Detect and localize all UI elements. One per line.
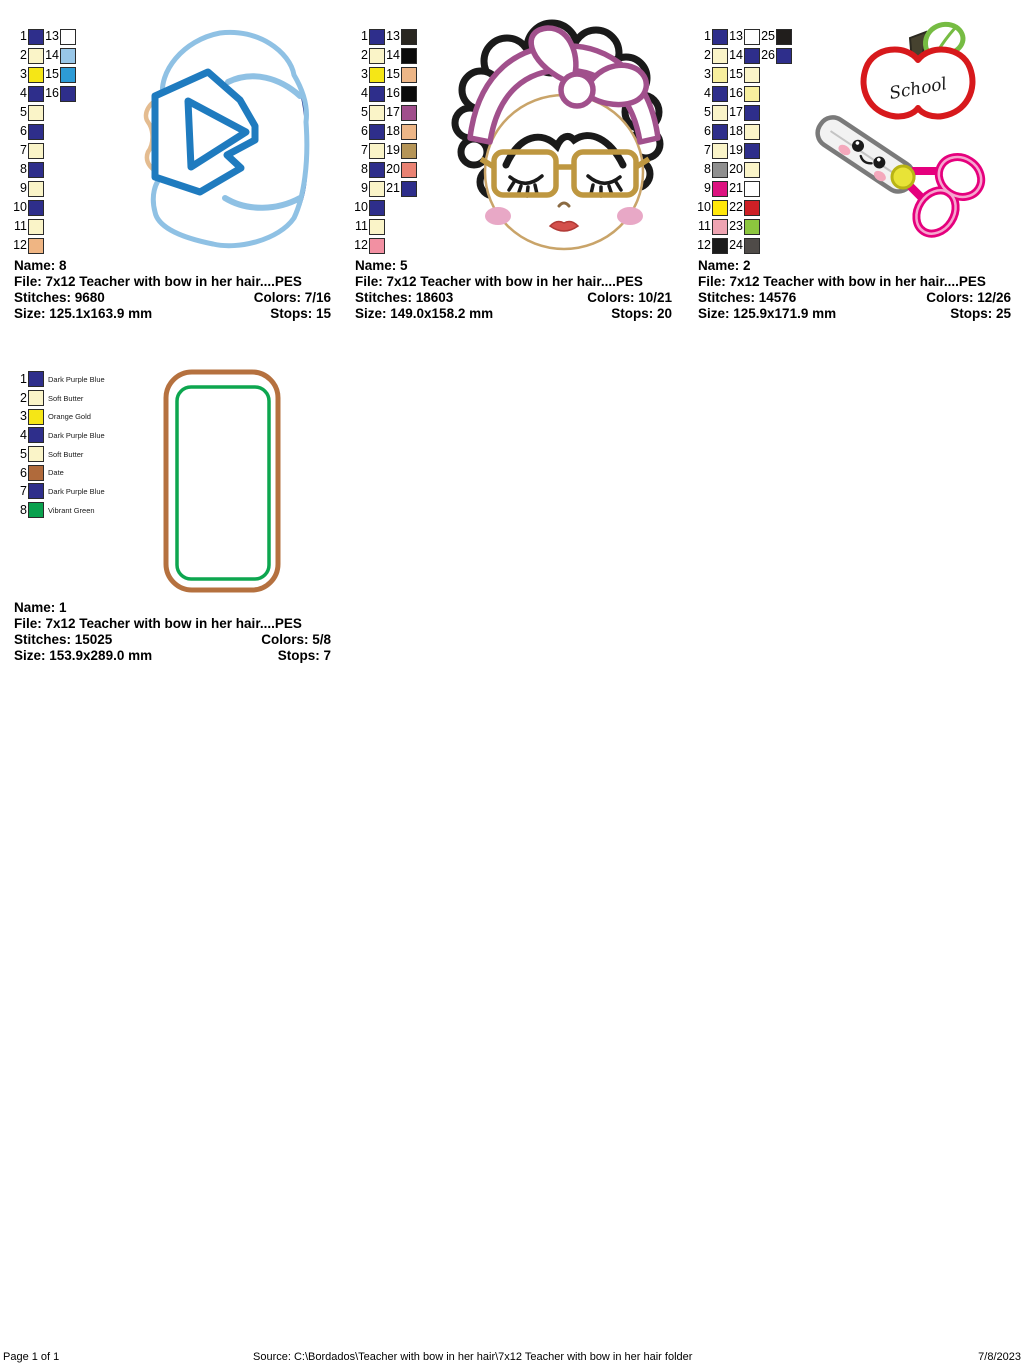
thread-color-entry (728, 141, 760, 160)
color-number: 14 (45, 48, 59, 63)
color-name: Dark Purple Blue (48, 374, 105, 384)
design-stitches: Stitches: 15025 (14, 632, 113, 647)
thread-color-entry (696, 46, 728, 65)
thread-color-entry (696, 65, 728, 84)
thread-color-entry (385, 103, 417, 122)
thread-color-entry (728, 160, 760, 179)
color-number: 5 (20, 105, 27, 120)
thread-color-entry (696, 198, 728, 217)
color-number: 25 (761, 29, 775, 44)
color-number: 7 (20, 484, 27, 499)
svg-text:School: School (887, 74, 949, 104)
girl-face-icon (460, 20, 665, 255)
color-swatch (60, 86, 76, 102)
color-swatch (712, 238, 728, 254)
thread-color-entry (12, 160, 44, 179)
print-date: 7/8/2023 (978, 1351, 1021, 1363)
color-name: Soft Butter (48, 449, 84, 459)
color-swatch (60, 67, 76, 83)
color-swatch (369, 67, 385, 83)
color-swatch (744, 200, 760, 216)
color-number: 11 (14, 219, 27, 234)
design-file: File: 7x12 Teacher with bow in her hair....PES (698, 274, 986, 289)
thread-color-entry (728, 236, 760, 255)
thread-color-entry (12, 426, 105, 445)
color-number: 10 (697, 200, 711, 215)
thread-color-entry (728, 179, 760, 198)
color-number: 24 (729, 238, 743, 253)
design-thumbnail (818, 18, 1018, 256)
color-swatch (744, 48, 760, 64)
design-file: File: 7x12 Teacher with bow in her hair....PES (14, 274, 302, 289)
design-info (14, 258, 331, 322)
color-swatch (401, 105, 417, 121)
thread-color-entry (728, 103, 760, 122)
design-thumbnail (460, 20, 665, 255)
design-stops: Stops: 25 (950, 306, 1011, 321)
thread-color-entry (12, 103, 44, 122)
color-number: 9 (20, 181, 27, 196)
color-number: 23 (729, 219, 743, 234)
thread-color-entry (385, 46, 417, 65)
frame-applique-icon (160, 362, 285, 594)
design-colors: Colors: 10/21 (587, 290, 672, 305)
color-swatch (369, 181, 385, 197)
color-number: 1 (20, 29, 27, 44)
thread-color-list (12, 27, 76, 255)
thread-color-entry (728, 46, 760, 65)
color-swatch (744, 67, 760, 83)
thread-color-entry (12, 27, 44, 46)
thread-color-entry (353, 103, 385, 122)
color-number: 21 (729, 181, 743, 196)
thread-color-entry (696, 122, 728, 141)
color-number: 15 (45, 67, 59, 82)
color-swatch (776, 29, 792, 45)
color-number: 4 (20, 428, 27, 443)
design-thumbnail (160, 362, 285, 594)
thread-color-list (696, 27, 792, 255)
color-number: 6 (704, 124, 711, 139)
thread-color-entry (353, 27, 385, 46)
color-swatch (28, 105, 44, 121)
design-name: Name: 8 (14, 258, 67, 273)
color-swatch (401, 143, 417, 159)
thread-color-entry (353, 179, 385, 198)
color-swatch (744, 124, 760, 140)
thread-color-entry (385, 141, 417, 160)
color-swatch (712, 29, 728, 45)
color-name: Vibrant Green (48, 505, 95, 515)
thread-color-entry (44, 46, 76, 65)
thread-color-entry (728, 27, 760, 46)
thread-color-entry (12, 463, 105, 482)
thread-color-entry (696, 103, 728, 122)
thread-color-entry (12, 122, 44, 141)
thread-color-entry (12, 46, 44, 65)
thread-color-entry (385, 122, 417, 141)
color-swatch (744, 105, 760, 121)
color-number: 12 (13, 238, 27, 253)
color-swatch (28, 143, 44, 159)
color-swatch (401, 124, 417, 140)
thread-color-entry (12, 370, 105, 389)
color-number: 2 (20, 48, 27, 63)
color-number: 10 (13, 200, 27, 215)
design-info (698, 258, 1011, 322)
color-number: 8 (20, 162, 27, 177)
design-name: Name: 2 (698, 258, 751, 273)
color-swatch (712, 200, 728, 216)
color-number: 20 (729, 162, 743, 177)
color-number: 16 (386, 86, 400, 101)
color-swatch (28, 502, 44, 518)
color-number: 7 (704, 143, 711, 158)
color-number: 13 (386, 29, 400, 44)
design-info (14, 600, 331, 664)
thread-color-entry (12, 236, 44, 255)
color-number: 17 (386, 105, 400, 120)
color-swatch (28, 67, 44, 83)
color-number: 20 (386, 162, 400, 177)
thread-color-entry (12, 407, 105, 426)
thread-color-entry (385, 65, 417, 84)
thread-color-entry (353, 65, 385, 84)
design-stops: Stops: 7 (277, 648, 331, 663)
thread-color-entry (353, 160, 385, 179)
color-number: 6 (20, 124, 27, 139)
color-number: 11 (355, 219, 368, 234)
color-swatch (744, 238, 760, 254)
color-number: 6 (361, 124, 368, 139)
color-swatch (744, 181, 760, 197)
thread-color-entry (728, 198, 760, 217)
design-stops: Stops: 15 (270, 306, 331, 321)
design-file: File: 7x12 Teacher with bow in her hair....PES (355, 274, 643, 289)
thread-color-entry (353, 84, 385, 103)
thread-color-entry (696, 217, 728, 236)
design-size: Size: 149.0x158.2 mm (355, 306, 494, 321)
design-name: Name: 5 (355, 258, 408, 273)
thread-color-entry (385, 179, 417, 198)
thread-color-list (12, 370, 105, 520)
thread-color-entry (760, 46, 792, 65)
color-number: 4 (361, 86, 368, 101)
color-number: 12 (354, 238, 368, 253)
color-swatch (744, 143, 760, 159)
color-swatch (401, 29, 417, 45)
design-size: Size: 125.9x171.9 mm (698, 306, 837, 321)
color-number: 15 (729, 67, 743, 82)
color-swatch (401, 162, 417, 178)
thread-color-entry (12, 217, 44, 236)
color-swatch (28, 465, 44, 481)
bow-applique-icon (128, 22, 313, 252)
thread-color-entry (44, 84, 76, 103)
color-number: 21 (386, 181, 400, 196)
color-number: 2 (704, 48, 711, 63)
color-swatch (369, 48, 385, 64)
color-swatch (369, 219, 385, 235)
thread-color-entry (728, 122, 760, 141)
color-number: 26 (761, 48, 775, 63)
design-colors: Colors: 5/8 (261, 632, 331, 647)
thread-color-entry (353, 46, 385, 65)
color-number: 8 (361, 162, 368, 177)
design-colors: Colors: 7/16 (253, 290, 331, 305)
thread-color-entry (12, 84, 44, 103)
design-name: Name: 1 (14, 600, 67, 615)
color-number: 14 (729, 48, 743, 63)
color-number: 3 (704, 67, 711, 82)
thread-color-entry (353, 236, 385, 255)
thread-color-entry (696, 84, 728, 103)
design-size: Size: 153.9x289.0 mm (14, 648, 153, 663)
color-swatch (28, 238, 44, 254)
color-swatch (28, 162, 44, 178)
thread-color-entry (728, 84, 760, 103)
thread-color-entry (12, 179, 44, 198)
color-swatch (60, 29, 76, 45)
color-swatch (712, 48, 728, 64)
thread-color-entry (12, 198, 44, 217)
thread-color-entry (353, 217, 385, 236)
color-swatch (369, 29, 385, 45)
design-file: File: 7x12 Teacher with bow in her hair....PES (14, 616, 302, 631)
color-swatch (28, 427, 44, 443)
color-swatch (369, 124, 385, 140)
color-swatch (369, 86, 385, 102)
color-swatch (369, 105, 385, 121)
color-number: 1 (361, 29, 368, 44)
color-number: 14 (386, 48, 400, 63)
color-swatch (712, 143, 728, 159)
color-swatch (28, 446, 44, 462)
color-number: 3 (361, 67, 368, 82)
color-swatch (28, 409, 44, 425)
color-swatch (369, 162, 385, 178)
thread-color-entry (696, 179, 728, 198)
thread-color-entry (44, 27, 76, 46)
color-swatch (28, 48, 44, 64)
thread-color-entry (696, 160, 728, 179)
thread-color-entry (696, 27, 728, 46)
color-swatch (401, 86, 417, 102)
thread-color-entry (696, 236, 728, 255)
color-number: 13 (729, 29, 743, 44)
color-swatch (712, 105, 728, 121)
thread-color-entry (385, 160, 417, 179)
page-number: Page 1 of 1 (3, 1351, 60, 1363)
color-number: 7 (20, 143, 27, 158)
color-number: 18 (729, 124, 743, 139)
color-name: Dark Purple Blue (48, 486, 105, 496)
color-number: 18 (386, 124, 400, 139)
thread-color-entry (353, 198, 385, 217)
color-swatch (401, 181, 417, 197)
color-swatch (744, 86, 760, 102)
color-name: Orange Gold (48, 412, 91, 422)
color-name: Soft Butter (48, 393, 84, 403)
design-stitches: Stitches: 9680 (14, 290, 105, 305)
color-number: 12 (697, 238, 711, 253)
color-swatch (28, 181, 44, 197)
color-number: 1 (20, 372, 27, 387)
color-swatch (28, 483, 44, 499)
thread-color-entry (353, 122, 385, 141)
color-number: 7 (361, 143, 368, 158)
color-number: 16 (45, 86, 59, 101)
design-colors: Colors: 12/26 (926, 290, 1011, 305)
color-swatch (28, 200, 44, 216)
color-swatch (712, 86, 728, 102)
color-swatch (401, 67, 417, 83)
color-number: 5 (361, 105, 368, 120)
color-number: 3 (20, 67, 27, 82)
color-number: 9 (704, 181, 711, 196)
color-number: 5 (704, 105, 711, 120)
design-info (355, 258, 672, 322)
color-number: 1 (704, 29, 711, 44)
color-swatch (744, 162, 760, 178)
thread-color-entry (12, 389, 105, 408)
color-swatch (776, 48, 792, 64)
color-swatch (712, 124, 728, 140)
color-swatch (712, 181, 728, 197)
thread-color-entry (12, 501, 105, 520)
color-number: 5 (20, 446, 27, 461)
thread-color-entry (12, 141, 44, 160)
color-number: 8 (20, 502, 27, 517)
color-name: Dark Purple Blue (48, 430, 105, 440)
color-number: 15 (386, 67, 400, 82)
thread-color-entry (12, 445, 105, 464)
color-number: 13 (45, 29, 59, 44)
thread-color-entry (12, 65, 44, 84)
color-number: 9 (361, 181, 368, 196)
color-swatch (60, 48, 76, 64)
color-number: 3 (20, 409, 27, 424)
color-number: 10 (354, 200, 368, 215)
thread-color-entry (728, 217, 760, 236)
color-number: 19 (386, 143, 400, 158)
color-swatch (712, 67, 728, 83)
thread-color-entry (385, 27, 417, 46)
color-swatch (28, 390, 44, 406)
color-number: 19 (729, 143, 743, 158)
color-swatch (712, 162, 728, 178)
thread-color-entry (760, 27, 792, 46)
color-swatch (744, 29, 760, 45)
thread-color-entry (385, 84, 417, 103)
color-swatch (28, 29, 44, 45)
design-stitches: Stitches: 14576 (698, 290, 797, 305)
color-swatch (369, 200, 385, 216)
color-swatch (28, 219, 44, 235)
thread-color-entry (728, 65, 760, 84)
color-number: 11 (698, 219, 711, 234)
color-swatch (369, 143, 385, 159)
source-path: Source: C:\Bordados\Teacher with bow in her hair\7x12 Teacher with bow in her hair folder (253, 1351, 693, 1363)
color-number: 2 (361, 48, 368, 63)
thread-color-entry (696, 141, 728, 160)
color-name: Date (48, 468, 64, 478)
design-stitches: Stitches: 18603 (355, 290, 454, 305)
color-number: 4 (20, 86, 27, 101)
color-swatch (744, 219, 760, 235)
color-swatch (369, 238, 385, 254)
color-swatch (712, 219, 728, 235)
apple-icon (864, 24, 973, 116)
thread-color-entry (44, 65, 76, 84)
design-size: Size: 125.1x163.9 mm (14, 306, 153, 321)
color-number: 17 (729, 105, 743, 120)
color-number: 16 (729, 86, 743, 101)
color-swatch (28, 124, 44, 140)
color-number: 8 (704, 162, 711, 177)
thread-color-list (353, 27, 417, 255)
thread-color-entry (12, 482, 105, 501)
design-thumbnail (128, 22, 313, 252)
color-swatch (401, 48, 417, 64)
color-number: 22 (729, 200, 743, 215)
thread-color-entry (353, 141, 385, 160)
color-swatch (28, 86, 44, 102)
color-number: 2 (20, 390, 27, 405)
color-number: 6 (20, 465, 27, 480)
apple-scissors-icon (818, 18, 1018, 256)
scissors-icon (812, 112, 989, 241)
design-stops: Stops: 20 (611, 306, 672, 321)
color-number: 4 (704, 86, 711, 101)
color-swatch (28, 371, 44, 387)
